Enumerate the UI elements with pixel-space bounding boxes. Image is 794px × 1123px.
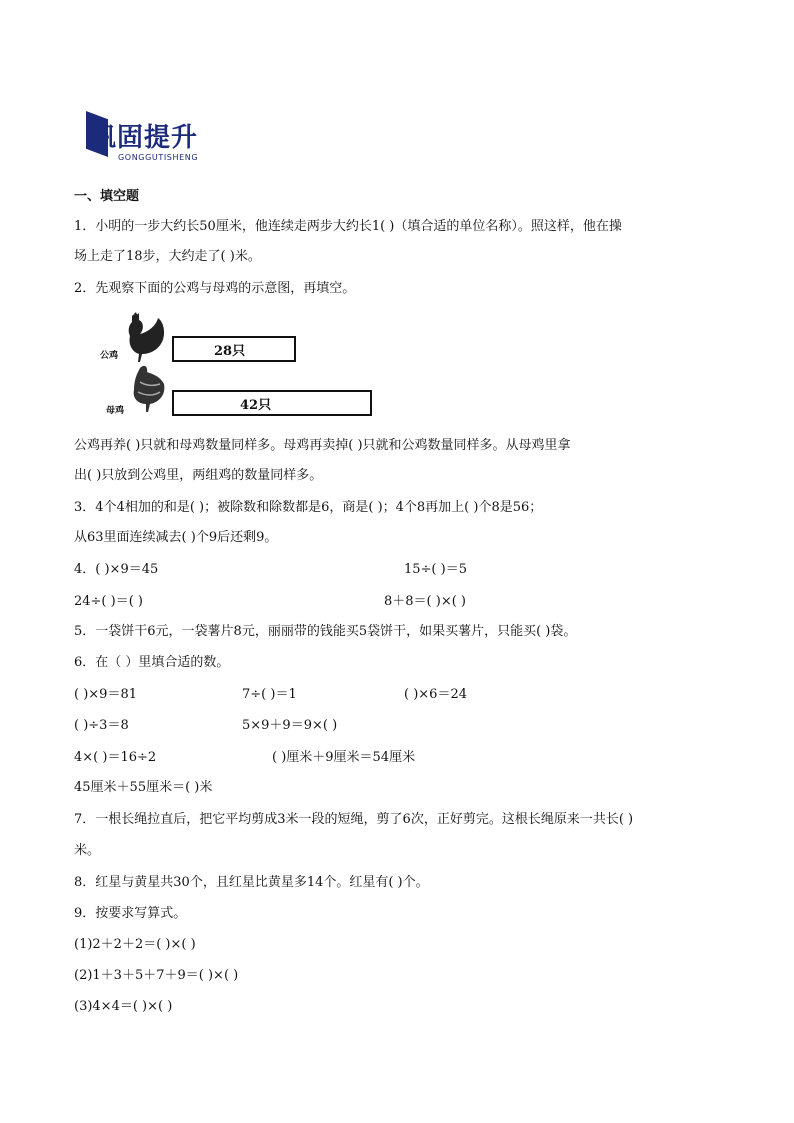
q3-line1: 3．4个4相加的和是( )；被除数和除数都是6，商是( )；4个8再加上( )个8是56； [74, 500, 543, 515]
q2-line2: 出( )只放到公鸡里，两组鸡的数量同样多。 [74, 468, 323, 483]
q9-intro: 9．按要求写算式。 [74, 906, 187, 921]
q1-line1: 1．小明的一步大约长50厘米，他连续走两步大约长1( )（填合适的单位名称）。照这样，他在操 [74, 219, 622, 234]
q4-b: 15÷( )＝5 [404, 562, 467, 577]
q6-r1a: ( )×9＝81 [74, 687, 137, 702]
q9-c: (3)4×4＝( )×( ) [74, 999, 173, 1014]
q6-r1b: 7÷( )＝1 [242, 687, 297, 702]
q2-intro: 2．先观察下面的公鸡与母鸡的示意图，再填空。 [74, 281, 356, 296]
logo-title: 巩固提升 [90, 123, 199, 153]
q4-d: 8＋8＝( )×( ) [384, 594, 466, 609]
q9-a: (1)2＋2＋2＝( )×( ) [74, 937, 196, 952]
q7-line2: 米。 [74, 843, 101, 858]
q1-line2: 场上走了18步，大约走了( )米。 [74, 249, 261, 264]
q6-r3b: ( )厘米＋9厘米＝54厘米 [272, 750, 416, 765]
q6-r1c: ( )×6＝24 [404, 687, 467, 702]
hen-bar [172, 390, 372, 416]
q4-c: 24÷( )＝( ) [74, 594, 143, 609]
section-heading: 一、填空题 [74, 189, 140, 204]
rooster-icon [122, 312, 170, 364]
q4-a: 4．( )×9＝45 [74, 562, 159, 577]
q6-r2a: ( )÷3＝8 [74, 718, 129, 733]
q8-line1: 8．红星与黄星共30个，且红星比黄星多14个。红星有( )个。 [74, 875, 429, 890]
q6-r4a: 45厘米＋55厘米＝( )米 [74, 780, 213, 795]
hen-count: 42只 [240, 397, 272, 413]
q2-line1: 公鸡再养( )只就和母鸡数量同样多。母鸡再卖掉( )只就和公鸡数量同样多。从母鸡里拿 [74, 438, 571, 453]
hen-icon [126, 364, 170, 414]
q7-line1: 7．一根长绳拉直后，把它平均剪成3米一段的短绳，剪了6次，正好剪完。这根长绳原来一共长( ) [74, 812, 634, 827]
rooster-bar [172, 336, 296, 362]
q6-r3a: 4×( )＝16÷2 [74, 750, 157, 765]
q6-intro: 6．在（ ）里填合适的数。 [74, 655, 230, 670]
q3-line2: 从63里面连续减去( )个9后还剩9。 [74, 530, 278, 545]
chicken-diagram [96, 312, 386, 420]
logo [86, 111, 216, 163]
rooster-count: 28只 [214, 343, 246, 359]
q9-b: (2)1＋3＋5＋7＋9＝( )×( ) [74, 968, 239, 983]
q5-line1: 5．一袋饼干6元，一袋薯片8元，丽丽带的钱能买5袋饼干，如果买薯片，只能买( )袋。 [74, 624, 577, 639]
hen-label: 母鸡 [106, 406, 125, 416]
logo-subtitle: GONGGUTISHENG [118, 153, 199, 162]
rooster-label: 公鸡 [100, 351, 119, 361]
q6-r2b: 5×9＋9＝9×( ) [242, 718, 338, 733]
